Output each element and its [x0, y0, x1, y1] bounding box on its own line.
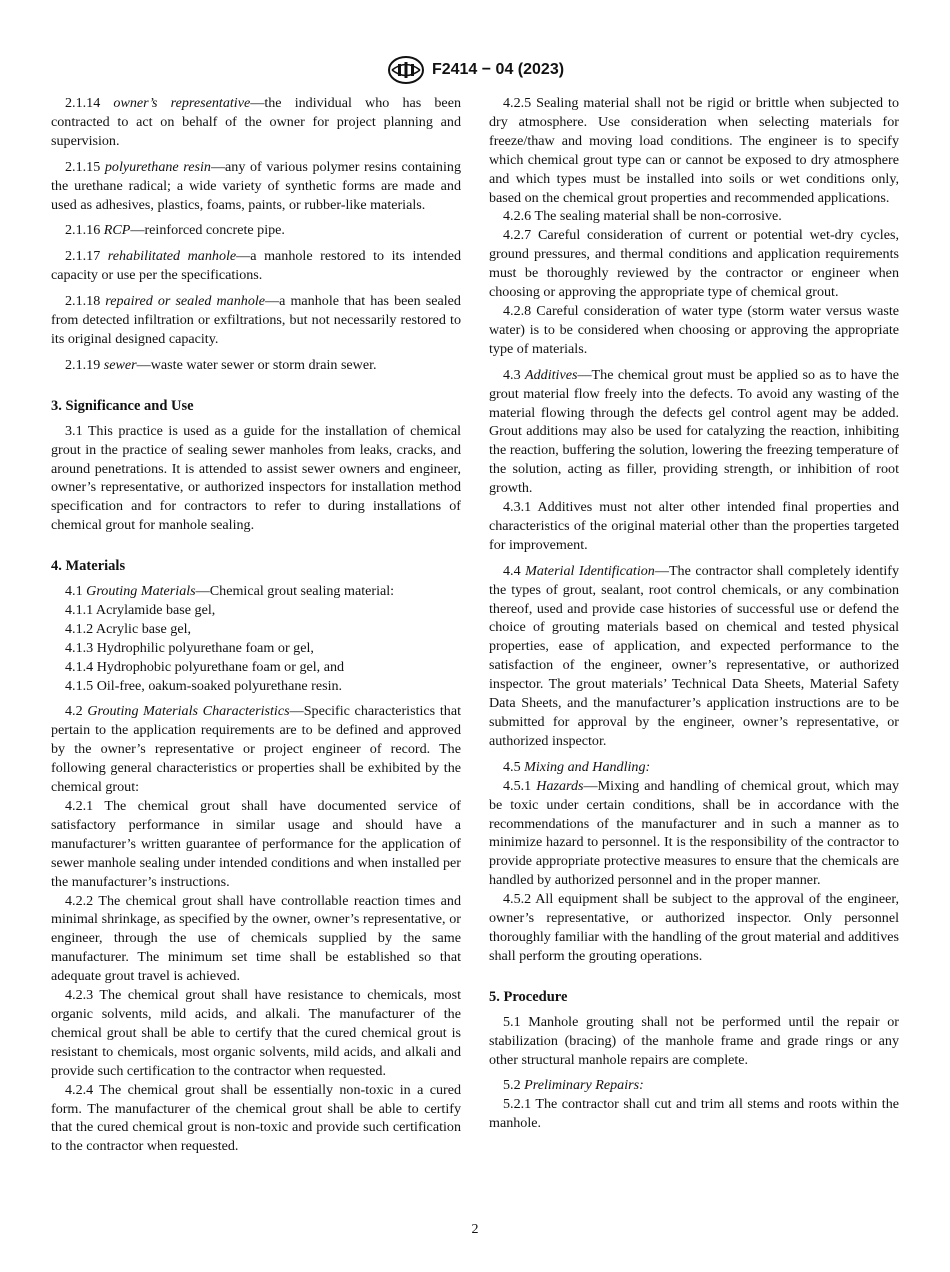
- paragraph-4-3-1: 4.3.1 Additives must not alter other intended final properties and characteristics of the original material other than the properties targeted for improvement.: [489, 499, 899, 553]
- definition-2-1-14: 2.1.14 owner’s representative—the individual who has been contracted to act on behalf of the owner for project planning and supervision.: [51, 95, 461, 149]
- definition-2-1-15: 2.1.15 polyurethane resin—any of various polymer resins containing the urethane radical; a wide variety of synthetic forms are made and used as adhesives, plastics, foams, paints, or rubber-like materials.: [51, 158, 461, 213]
- right-column: [489, 94, 899, 1133]
- paragraph-4-2-1: 4.2.1 The chemical grout shall have documented service of satisfactory performance in similar usage and should have a manufacturer’s written guarantee of performance for the application of sewer manhole sealing under intended conditions and when installed per the manufacturer’s instructions.: [51, 798, 461, 890]
- paragraph-4-1-2: 4.1.2 Acrylic base gel,: [65, 620, 192, 637]
- paragraph-3-1: 3.1 This practice is used as a guide for the installation of chemical grout in the practice of sealing sewer manholes from leaks, cracks, and around penetrations. It is attended to assist sewer owners and engineer, owner’s representative, or authorized inspectors for installation method specification and for contractors to refer to during installations of chemical grout for manhole sealing.: [51, 422, 461, 534]
- paragraph-4-2-2: 4.2.2 The chemical grout shall have controllable reaction times and minimal shrinkage, as specified by the owner, owner’s representative, or engineer, through the use of chemicals supplied by the same manufacturer. The minimum set time shall be established so that adequate grout travel is achieved.: [51, 892, 461, 985]
- section-4-heading: 4. Materials: [51, 558, 126, 575]
- paragraph-4-2-4: 4.2.4 The chemical grout shall be essentially non-toxic in a cured form. The manufacturer of the chemical grout shall be able to certify that the cured chemical grout is non-toxic and provide such certification to the contractor when requested.: [51, 1081, 461, 1155]
- paragraph-5-2-1: 5.2.1 The contractor shall cut and trim all stems and roots within the manhole.: [489, 1096, 899, 1132]
- paragraph-4-1-3: 4.1.3 Hydrophilic polyurethane foam or gel,: [65, 639, 314, 656]
- definition-2-1-16: 2.1.16 RCP—reinforced concrete pipe.: [65, 222, 285, 239]
- page-number: 2: [471, 1222, 479, 1237]
- paragraph-4-2-5: 4.2.5 Sealing material shall not be rigid or brittle when subjected to dry atmosphere. Use consideration when selecting materials for freeze/thaw and moving load conditions. The engineer is to specify which chemical grout type can or cannot be exposed to dry atmosphere and which types must be installed into soils or wet conditions only, based on the chemical grout properties and recommended applications.: [489, 95, 899, 206]
- paragraph-4-1-5: 4.1.5 Oil-free, oakum-soaked polyurethane resin.: [65, 677, 343, 694]
- left-column: [51, 94, 461, 1156]
- definition-2-1-19: 2.1.19 sewer—waste water sewer or storm drain sewer.: [65, 356, 377, 373]
- section-3-heading: 3. Significance and Use: [51, 397, 194, 414]
- paragraph-4-2-3: 4.2.3 The chemical grout shall have resistance to chemicals, most organic solvents, mild acids, and alkali. The manufacturer of the chemical grout shall be able to certify that the cured chemical grout is resistant to chemicals, most organic solvents, mild acids, and alkali and provide such certification to the contractor when requested.: [51, 987, 461, 1079]
- paragraph-4-1-4: 4.1.4 Hydrophobic polyurethane foam or gel, and: [65, 658, 345, 675]
- paragraph-4-4: 4.4 Material Identification—The contractor shall completely identify the types of grout, sealant, root control chemicals, or any combination thereof, used and provide case histories of successful use or defend the choice of grouting materials based on chemical and tested physical properties, ease of application, and expected performance to the satisfaction of the engineer, owner’s representative, or authorized inspector. The grout materials’ Technical Data Sheets, Material Safety Data Sheets, and the manufacturer’s application instructions are to be submitted for approval by the engineer, owner’s representative, or authorized inspector.: [489, 562, 899, 749]
- paragraph-4-2: 4.2 Grouting Materials Characteristics—Specific characteristics that pertain to the application requirements are to be defined and approved by the owner’s representative or project engineer of record. The following general characteristics or properties shall be exhibited by the chemical grout:: [51, 703, 461, 796]
- paragraph-4-2-6: 4.2.6 The sealing material shall be non-corrosive.: [503, 208, 782, 225]
- definition-2-1-17: 2.1.17 rehabilitated manhole—a manhole restored to its intended capacity or use per the specifications.: [51, 248, 461, 284]
- definition-2-1-18: 2.1.18 repaired or sealed manhole—a manhole that has been sealed from detected infiltration or exfiltrations, but not necessarily restored to its original designed capacity.: [51, 293, 461, 347]
- paragraph-4-3: 4.3 Additives—The chemical grout must be applied so as to have the grout material flow freely into the defects. To avoid any wasting of the material flowing through the defects gel control agent may be added. Grout additions may also be used for catalyzing the reaction, inhibiting the reaction, buffering the solution, lowering the freezing temperature of the solution, acting as filler, providing strength, or inhibition of root growth.: [489, 366, 899, 497]
- paragraph-4-2-8: 4.2.8 Careful consideration of water type (storm water versus waste water) is to be considered when choosing or approving the appropriate type of materials.: [489, 302, 899, 357]
- standard-designation: F2414 − 04 (2023): [431, 61, 565, 78]
- paragraph-5-2: 5.2 Preliminary Repairs:: [503, 1077, 644, 1094]
- paragraph-4-2-7: 4.2.7 Careful consideration of current or potential wet-dry cycles, ground pressures, and thermal conditions and application requirements must be thoroughly reviewed by the contractor or engineer when choosing or approving the appropriate type of chemical grout.: [489, 227, 899, 301]
- paragraph-4-1-1: 4.1.1 Acrylamide base gel,: [65, 601, 216, 618]
- astm-logo-icon: [386, 55, 426, 85]
- paragraph-4-5: 4.5 Mixing and Handling:: [503, 758, 651, 775]
- paragraph-5-1: 5.1 Manhole grouting shall not be performed until the repair or stabilization (bracing) of the manhole frame and grade rings or any other structural manhole repairs are complete.: [489, 1013, 899, 1068]
- paragraph-4-1: 4.1 Grouting Materials—Chemical grout sealing material:: [65, 583, 395, 600]
- paragraph-4-5-2: 4.5.2 All equipment shall be subject to the approval of the engineer, owner’s representative, or authorized inspector. Only personnel thoroughly familiar with the handling of the grout material and additives shall perform the grouting operations.: [489, 891, 899, 964]
- page-header: [0, 55, 950, 85]
- paragraph-4-5-1: 4.5.1 Hazards—Mixing and handling of chemical grout, which may be toxic under certain conditions, shall be in accordance with the recommendations of the manufacturer and in such a manner as to minimize hazard to personnel. It is the responsibility of the contractor to provide appropriate protective measures to ensure that the chemicals are handled by authorized personnel and in the proper manner.: [489, 777, 899, 889]
- section-5-heading: 5. Procedure: [489, 988, 568, 1005]
